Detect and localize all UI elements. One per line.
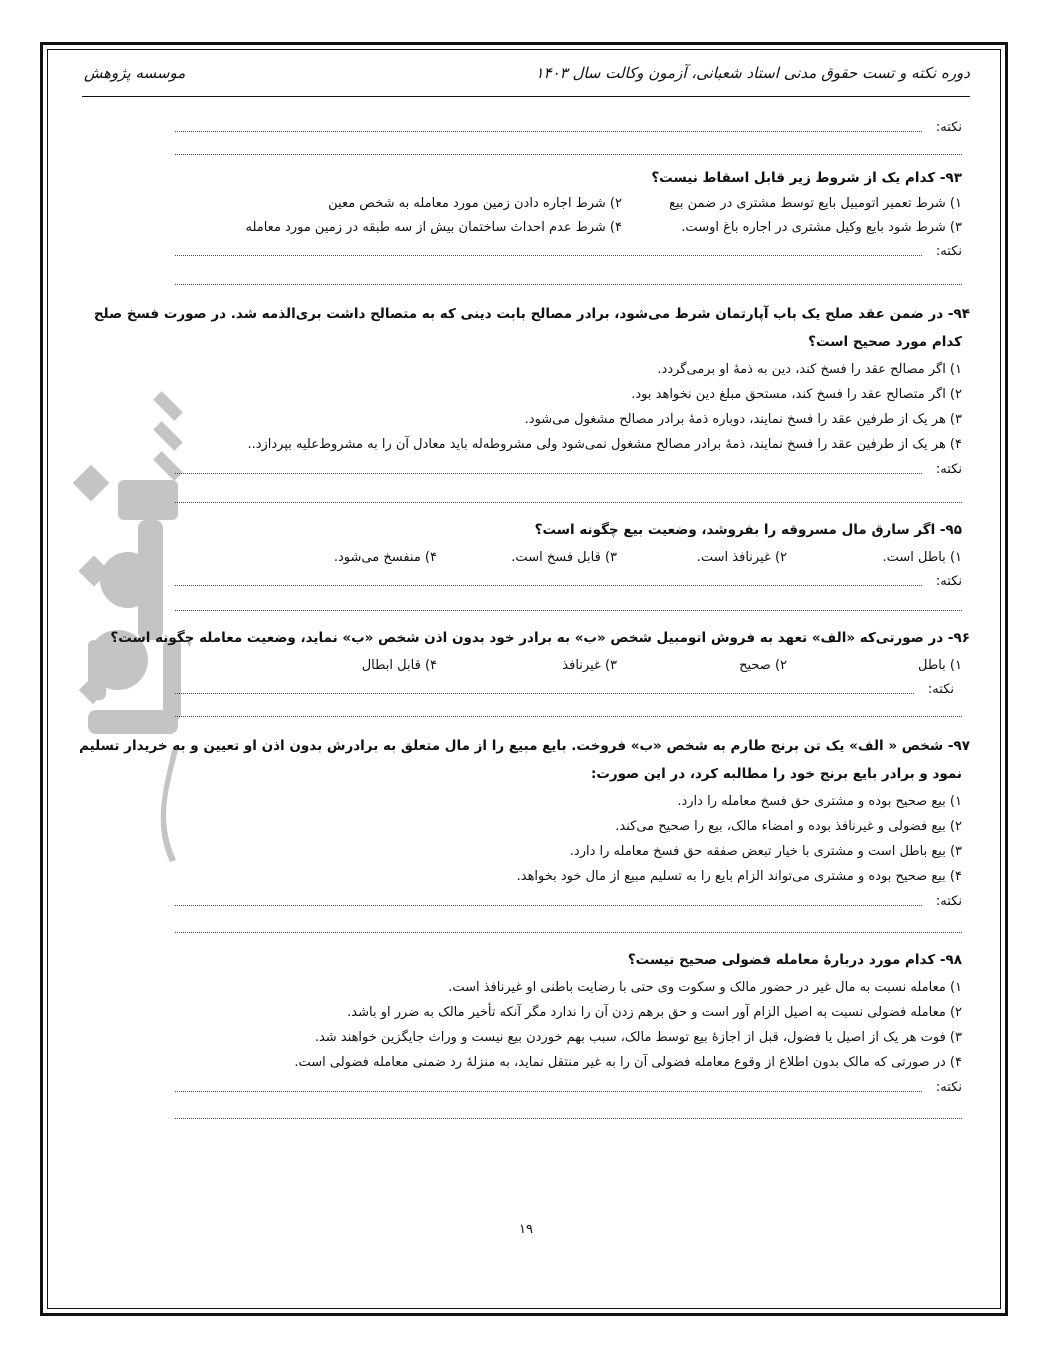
q94-option-2: ۲) اگر متصالح عقد را فسخ کند، مستحق مبلغ دین نخواهد بود.: [631, 387, 962, 402]
q94-option-3: ۳) هر یک از طرفین عقد را فسخ نمایند، دوباره ذمهٔ برادر مصالح مشغول می‌شود.: [524, 412, 962, 427]
note-dotted-line: [175, 610, 962, 611]
q94-title-line1: ۹۴- در ضمن عقد صلح یک باب آپارتمان شرط می‌شود، برادر مصالح بابت دینی که به متصالح داشت بری‌الذمه شد. در صورت فسخ صلح: [93, 306, 970, 322]
note-label: نکته:: [935, 462, 962, 477]
q98-option-4: ۴) در صورتی که مالک بدون اطلاع از وقوع معامله فضولی آن را به غیر منتقل نماید، به منزلهٔ رد ضمنی معامله فضولی است.: [294, 1055, 962, 1070]
institute-logo-watermark: [58, 370, 218, 870]
q95-option-1: ۱) باطل است.: [882, 550, 962, 565]
q94-option-4: ۴) هر یک از طرفین عقد را فسخ نمایند، ذمهٔ برادر مصالح مشغول نمی‌شود ولی مشروطه‌له باید معادل آن را به مشروط‌علیه بپردازد..: [247, 437, 962, 452]
note-row: [175, 120, 962, 134]
note-row: [175, 682, 954, 696]
q97-title-line2: نمود و برادر بایع برنج خود را مطالبه کرد، در این صورت:: [590, 766, 962, 782]
header-divider: [82, 96, 970, 97]
note-row: [175, 1080, 962, 1094]
note-dotted-line: [175, 255, 922, 256]
q95-option-3: ۳) قابل فسخ است.: [511, 550, 617, 565]
q94-title-line2: کدام مورد صحیح است؟: [808, 334, 962, 350]
note-dotted-line: [175, 1118, 962, 1119]
note-dotted-line: [175, 473, 922, 474]
q98-option-3: ۳) فوت هر یک از اصیل یا فضول، قبل از اجازهٔ بیع توسط مالک، سبب بهم خوردن بیع نیست و وراث جایگزین خواهند شد.: [314, 1030, 962, 1045]
note-dotted-line: [175, 131, 922, 132]
note-row: [175, 462, 962, 476]
note-dotted-line: [175, 693, 914, 694]
q95-title: ۹۵- اگر سارق مال مسروقه را بفروشد، وضعیت بیع چگونه است؟: [534, 522, 962, 538]
note-row: [175, 894, 962, 908]
note-dotted-line: [175, 905, 922, 906]
page-number: ۱۹: [519, 1222, 533, 1237]
q98-title: ۹۸- کدام مورد دربارهٔ معامله فضولی صحیح نیست؟: [627, 952, 962, 968]
note-dotted-line: [175, 284, 962, 285]
note-dotted-line: [175, 716, 962, 717]
note-label: نکته:: [927, 682, 954, 697]
q93-option-2: ۲) شرط اجاره دادن زمین مورد معامله به شخص معین: [328, 196, 622, 211]
q96-option-3: ۳) غیرنافذ: [562, 658, 617, 673]
q96-option-4: ۴) قابل ابطال: [361, 658, 437, 673]
q93-option-3: ۳) شرط شود بایع وکیل مشتری در اجاره باغ اوست.: [681, 220, 962, 235]
q97-option-2: ۲) بیع فضولی و غیرنافذ بوده و امضاء مالک، بیع را صحیح می‌کند.: [615, 819, 962, 834]
q93-option-4: ۴) شرط عدم احداث ساختمان بیش از سه طبقه در زمین مورد معامله: [245, 220, 622, 235]
note-dotted-line: [175, 154, 962, 155]
note-row: [175, 244, 962, 258]
header-institute-name: موسسه پژوهش: [84, 64, 186, 82]
note-dotted-line: [175, 502, 962, 503]
q97-title-line1: ۹۷- شخص « الف» یک تن برنج طارم به شخص «ب» فروخت. بایع مبیع را از مال متعلق به برادرش بدون اذن او تعیین و به خریدار تسلیم: [79, 738, 970, 754]
q96-title: ۹۶- در صورتی‌که «الف» تعهد به فروش اتومبیل شخص «ب» به برادر خود بدون اذن شخص «ب» نماید، وضعیت معامله چگونه است؟: [110, 630, 970, 646]
q96-option-2: ۲) صحیح: [739, 658, 787, 673]
q98-option-2: ۲) معامله فضولی نسبت به اصیل الزام آور است و حق برهم زدن آن را ندارد مگر آنکه تأخیر مالک به ضرر او باشد.: [347, 1005, 962, 1020]
q95-option-4: ۴) منفسخ می‌شود.: [333, 550, 437, 565]
header-course-title: دوره نکته و تست حقوق مدنی استاد شعبانی، آزمون وکالت سال ۱۴۰۳: [535, 64, 970, 82]
note-dotted-line: [175, 585, 922, 586]
q97-option-1: ۱) بیع صحیح بوده و مشتری حق فسخ معامله را دارد.: [677, 794, 962, 809]
q95-option-2: ۲) غیرنافذ است.: [696, 550, 787, 565]
note-dotted-line: [175, 1091, 922, 1092]
note-row: [175, 574, 962, 588]
note-label: نکته:: [935, 574, 962, 589]
q96-option-1: ۱) باطل: [918, 658, 962, 673]
note-dotted-line: [175, 932, 962, 933]
q94-option-1: ۱) اگر مصالح عقد را فسخ کند، دین به ذمهٔ او برمی‌گردد.: [657, 362, 962, 377]
note-label: نکته:: [935, 120, 962, 135]
q93-option-1: ۱) شرط تعمیر اتومبیل بایع توسط مشتری در ضمن بیع: [669, 196, 962, 211]
note-label: نکته:: [935, 244, 962, 259]
note-label: نکته:: [935, 894, 962, 909]
q97-option-4: ۴) بیع صحیح بوده و مشتری می‌تواند الزام بایع را به تسلیم مبیع از مال خود بخواهد.: [516, 869, 962, 884]
q98-option-1: ۱) معامله نسبت به مال غیر در حضور مالک و سکوت وی حتی با رضایت باطنی او غیرنافذ است.: [448, 980, 962, 995]
note-label: نکته:: [935, 1080, 962, 1095]
q93-title: ۹۳- کدام یک از شروط زیر قابل اسقاط نیست؟: [651, 170, 962, 186]
q97-option-3: ۳) بیع باطل است و مشتری با خیار تبعض صفقه حق فسخ معامله را دارد.: [569, 844, 962, 859]
